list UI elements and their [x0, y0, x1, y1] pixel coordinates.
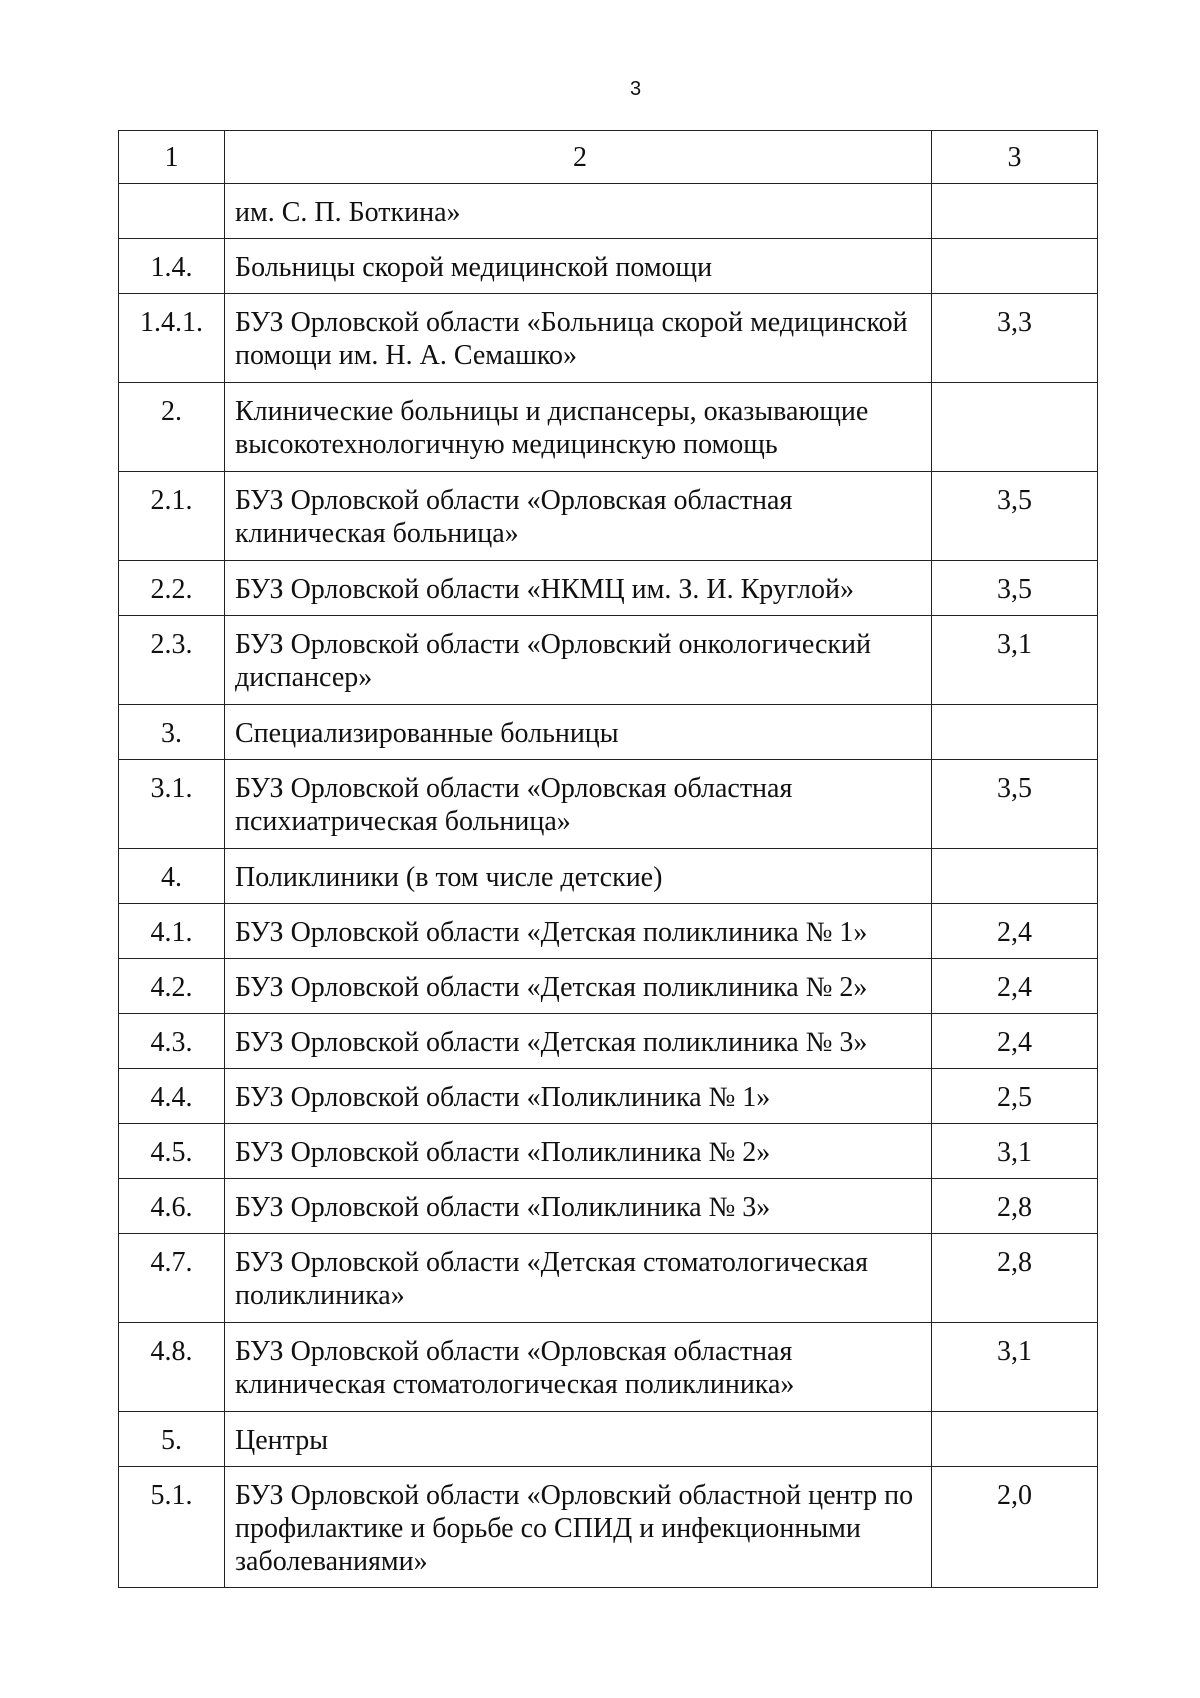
- row-name: Специализированные больницы: [235, 718, 619, 749]
- table-row: [119, 1014, 1098, 1069]
- row-number: 4.4.: [150, 1082, 193, 1113]
- table-row: [119, 1069, 1098, 1124]
- row-number: 1.4.1.: [140, 307, 203, 338]
- table-row: [119, 1124, 1098, 1179]
- row-name: Поликлиники (в том числе детские): [235, 862, 663, 893]
- table-row: [119, 959, 1098, 1014]
- row-number: 5.1.: [150, 1480, 193, 1511]
- row-number: 2.2.: [150, 574, 193, 605]
- table-row: [119, 760, 1098, 849]
- row-name: БУЗ Орловской области «НКМЦ им. З. И. Круглой»: [235, 574, 854, 605]
- row-number: 4.6.: [150, 1192, 193, 1223]
- row-value: 3,1: [997, 1336, 1032, 1367]
- row-value: 3,5: [997, 485, 1032, 516]
- table-row: [119, 616, 1098, 705]
- row-name: БУЗ Орловской области «Поликлиника № 3»: [235, 1192, 771, 1223]
- facilities-table: [118, 130, 1098, 1588]
- row-number: 3.1.: [150, 773, 193, 804]
- page-number: 3: [630, 78, 642, 100]
- table-row: [119, 383, 1098, 472]
- row-number: 4.8.: [150, 1336, 193, 1367]
- row-value: 3,1: [997, 629, 1032, 660]
- header-col-2: 2: [225, 131, 932, 184]
- row-name: БУЗ Орловской области «Орловская областная психиатрическая больница»: [235, 773, 793, 837]
- table-header-row: [119, 131, 1098, 184]
- row-name: БУЗ Орловской области «Детская поликлиника № 1»: [235, 917, 868, 948]
- row-number: 2.1.: [150, 485, 193, 516]
- row-name: БУЗ Орловской области «Орловская областная клиническая больница»: [235, 485, 793, 549]
- row-name: Клинические больницы и диспансеры, оказывающие высокотехнологичную медицинскую помощь: [235, 396, 869, 460]
- table-row: [119, 1234, 1098, 1323]
- table-row: [119, 849, 1098, 904]
- row-name: БУЗ Орловской области «Орловский областной центр по профилактике и борьбе со СПИД и инфекционными заболеваниями»: [235, 1480, 914, 1577]
- row-name: им. С. П. Боткина»: [235, 197, 461, 228]
- table-row: [119, 561, 1098, 616]
- row-name: БУЗ Орловской области «Орловская областная клиническая стоматологическая поликлиника»: [235, 1336, 795, 1400]
- table-row: [119, 472, 1098, 561]
- row-value: 2,8: [997, 1192, 1032, 1223]
- row-value: 3,5: [997, 773, 1032, 804]
- row-name: БУЗ Орловской области «Детская поликлиника № 3»: [235, 1027, 868, 1058]
- row-value: 2,0: [997, 1480, 1032, 1511]
- table-row: [119, 1467, 1098, 1588]
- row-number: 2.: [161, 396, 182, 427]
- row-number: 3.: [161, 718, 182, 749]
- table-row: [119, 904, 1098, 959]
- row-name: БУЗ Орловской области «Поликлиника № 2»: [235, 1137, 771, 1168]
- row-number: 5.: [161, 1425, 182, 1456]
- row-value: 3,1: [997, 1137, 1032, 1168]
- row-number: 4.3.: [150, 1027, 193, 1058]
- table-row: [119, 1323, 1098, 1412]
- row-name: БУЗ Орловской области «Поликлиника № 1»: [235, 1082, 771, 1113]
- row-value: 3,3: [997, 307, 1032, 338]
- row-number: 4.7.: [150, 1247, 193, 1278]
- row-number: 2.3.: [150, 629, 193, 660]
- header-col-1: 1: [119, 131, 225, 184]
- table-row: [119, 239, 1098, 294]
- row-number: 4.: [161, 862, 182, 893]
- row-value: 2,4: [997, 1027, 1032, 1058]
- table-row: [119, 294, 1098, 383]
- header-col-3: 3: [932, 131, 1098, 184]
- row-name: Больницы скорой медицинской помощи: [235, 252, 713, 283]
- row-number: 1.4.: [150, 252, 193, 283]
- row-number: 4.2.: [150, 972, 193, 1003]
- table-row: [119, 1412, 1098, 1467]
- row-name: БУЗ Орловской области «Детская поликлиника № 2»: [235, 972, 868, 1003]
- row-value: 2,4: [997, 972, 1032, 1003]
- row-number: 4.5.: [150, 1137, 193, 1168]
- table-row: [119, 184, 1098, 239]
- table-row: [119, 1179, 1098, 1234]
- row-name: БУЗ Орловской области «Орловский онкологический диспансер»: [235, 629, 871, 693]
- row-value: 2,8: [997, 1247, 1032, 1278]
- row-name: БУЗ Орловской области «Детская стоматологическая поликлиника»: [235, 1247, 869, 1311]
- row-value: 2,4: [997, 917, 1032, 948]
- row-name: Центры: [235, 1425, 329, 1456]
- row-value: 3,5: [997, 574, 1032, 605]
- row-name: БУЗ Орловской области «Больница скорой медицинской помощи им. Н. А. Семашко»: [235, 307, 908, 371]
- row-value: 2,5: [997, 1082, 1032, 1113]
- table-row: [119, 705, 1098, 760]
- row-number: 4.1.: [150, 917, 193, 948]
